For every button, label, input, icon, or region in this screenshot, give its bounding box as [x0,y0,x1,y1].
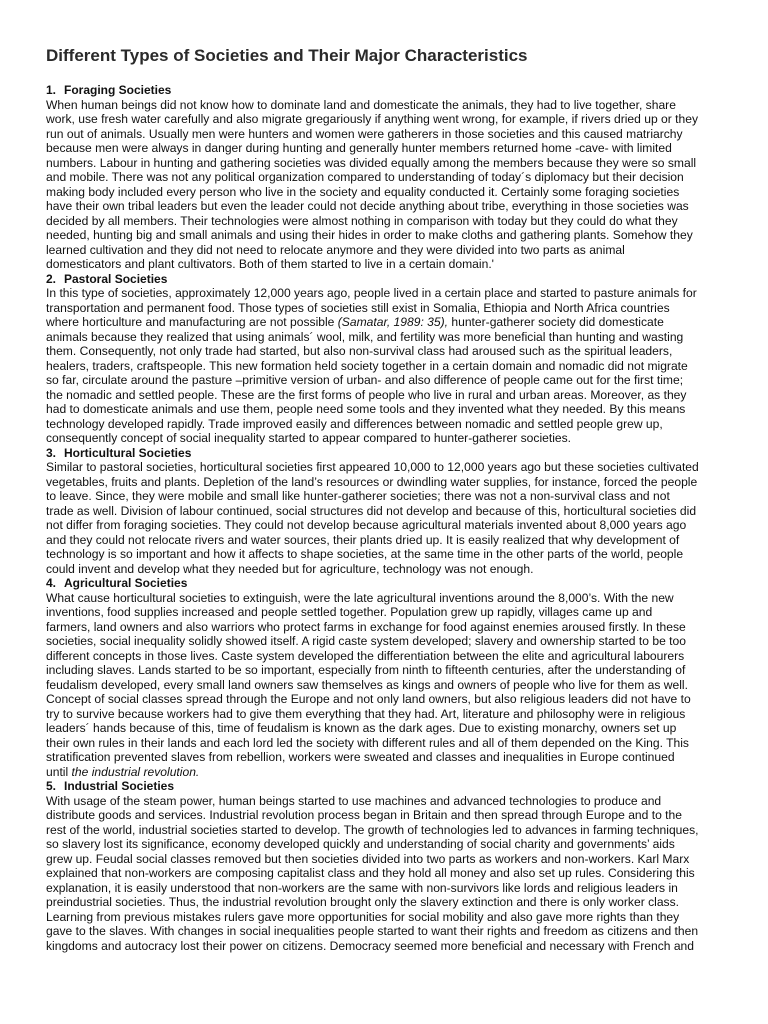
text-line [46,243,722,258]
text-run: to leave. Since, they were mobile and small like hunter-gatherer societies; there was not a non-survival class and not [46,489,670,504]
text-run: Concept of social classes spread through the Europe and not only land owners, but also religious leaders did not have to [46,692,691,707]
text-run: technology is so important and how it affects to shape societies, at the same time in the other parts of the world, people [46,547,684,562]
text-run: have their own tribal leaders but even the leader could not decide anything about tribe, everything in those societies was [46,199,689,214]
text-line [46,127,722,142]
text-line [46,257,722,272]
text-run: gave to the slaves. With changes in social inequalities people started to want their rights and freedom as citizens and then [46,924,699,939]
text-line [46,518,722,533]
section-paragraph [46,460,722,576]
text-line [46,663,722,678]
text-run: grew up. Feudal social classes removed but then societies divided into two parts as workers and non-workers. Karl Marx [46,851,690,866]
text-line [46,924,722,939]
text-run: and they could not relocate rivers and water sources, their plants dried up. It is easily realized that why development of [46,532,680,547]
text-line [46,634,722,649]
text-run: healers, traders, craftspeople. This new formation held society together in a certain domain and nomadic did not migrate [46,358,688,373]
text-run: transportation and permanent food. Those types of societies still exist in Somalia, Ethiopia and North Africa countries [46,300,670,315]
text-run: farmers, land owners and also warriors who protect farms in exchange for food against enemies aroused firstly. In these [46,619,686,634]
text-run: trade as well. Division of labour continued, social structures did not develop and because of this, horticultural societies did [46,503,697,518]
text-line [46,170,722,185]
text-line [46,112,722,127]
text-line [46,228,722,243]
section-paragraph [46,286,722,446]
section-title: Pastoral Societies [64,271,168,286]
text-line [46,141,722,156]
text-run: had to domesticate animals and use them, people need some tools and they invented what they needed. By this means [46,402,686,417]
text-line [46,214,722,229]
text-run: so slavery lost its significance, economy developed quickly and understanding of social charity and governments’ aids [46,837,675,852]
text-line [46,794,722,809]
text-line [46,417,722,432]
text-line [46,895,722,910]
document-title: Different Types of Societies and Their Major Characteristics [46,46,528,65]
text-run: where horticulture and manufacturing are not possible [46,315,338,330]
text-line [46,562,722,577]
text-line [46,692,722,707]
text-run: so far, circulate around the pasture –primitive version of urban- and also difference of people came out for the first time; [46,373,684,388]
text-line [46,489,722,504]
text-line [46,199,722,214]
text-line [46,939,722,954]
text-line [46,649,722,664]
text-line [46,808,722,823]
text-run: distribute goods and services. Industrial revolution process began in Britain and then spread through Europe and to the [46,808,682,823]
text-line [46,402,722,417]
text-line [46,837,722,852]
text-line [46,156,722,171]
text-run: numbers. Labour in hunting and gathering societies was divided equally among the members because they were so small [46,155,697,170]
text-run: different concepts in those lives. Caste system developed the differentiation between the elite and agricultural labourers [46,648,685,663]
text-line [46,605,722,620]
section-paragraph [46,98,722,272]
text-line [46,910,722,925]
section-heading [46,779,722,794]
text-line [46,315,722,330]
text-line [46,504,722,519]
text-run: leaders´ hands because of this, time of feudalism is known as the dark ages. Due to existing monarchy, owners set up [46,721,677,736]
citation: (Samatar, 1989: 35), [337,315,449,330]
italic-phrase: the industrial revolution. [71,764,200,779]
text-run: inventions, food supplies increased and people settled together. Population grew up rapidly, villages came up and [46,605,653,620]
text-run: explanation, it is easily understood that non-workers are the same with non-survivors like lords and religious leaders in [46,880,678,895]
text-run: and mobile. There was not any political organization compared to understanding of today´s diplomacy but their decision [46,170,684,185]
text-run: technology developed rapidly. Trade improved easily and differences between nomadic and settled people grew up, [46,416,663,431]
text-line [46,750,722,765]
section-heading [46,446,722,461]
text-run: making body included every person who live in the society and equality conducted it. Certainly some foraging societies [46,184,680,199]
text-run: feudalism developed, every small land owners saw themselves as kings and owners of people who live for them as well. [46,677,688,692]
text-line [46,185,722,200]
section-title: Foraging Societies [64,83,172,97]
text-run: learned cultivation and they did not need to relocate anymore and they were divided into two parts as animal [46,242,625,257]
text-run: decided by all members. Their technologies were almost nothing in comparison with today but they could do what they [46,213,678,228]
text-line [46,591,722,606]
text-run: run out of animals. Usually men were hunters and women were gatherers in those societies and this caused matriarchy [46,126,683,141]
text-run: hunter-gatherer society did domesticate [448,315,664,330]
text-line [46,431,722,446]
text-line [46,98,722,113]
text-line [46,678,722,693]
text-line [46,881,722,896]
text-line [46,736,722,751]
text-run: not differ from foraging societies. They could not develop because agricultural materials invented about 8,000 years ago [46,518,687,533]
text-line [46,533,722,548]
text-line [46,721,722,736]
text-line [46,460,722,475]
section-number: 1. [46,83,57,97]
text-run: Similar to pastoral societies, horticultural societies first appeared 10,000 to 12,000 years ago but these societies cultivated [46,460,699,475]
text-run: When human beings did not know how to dominate land and domesticate the animals, they had to live together, share [46,97,676,112]
section-paragraph [46,591,722,780]
text-line [46,620,722,635]
text-line [46,373,722,388]
text-run: With usage of the steam power, human beings started to use machines and advanced technologies to produce and [46,793,662,808]
text-run: them. Consequently, not only trade had started, but also non-survival class had aroused such as the spiritual leaders, [46,344,673,359]
text-run: consequently concept of social inequality started to appear compared to hunter-gatherer societies. [46,431,572,446]
text-line [46,852,722,867]
text-run: because men were always in danger during hunting and generally hunter members returned home -cave- with limited [46,141,672,156]
text-line [46,823,722,838]
text-run: their own rules in their lands and each lord led the society with different rules and all of them depended on the King. This [46,735,689,750]
section-number: 2. [46,271,57,286]
text-run: explained that non-workers are composing capitalist class and they hold all money and also set up rules. Considering this [46,866,695,881]
text-line [46,344,722,359]
text-run: try to survive because workers had to give them everything that they had. Art, literature and philosophy were in religious [46,706,686,721]
section-paragraph [46,794,722,954]
text-line [46,330,722,345]
text-run: animals because they realized that using animals´ wool, milk, and fertility was more beneficial than hunting and wasting [46,329,684,344]
text-run: rest of the world, industrial societies started to develop. The growth of technologies led to advances in farming techniques, [46,822,699,837]
text-line [46,359,722,374]
text-run: kingdoms and autocracy lost their power on citizens. Democracy seemed more beneficial and necessary with French and [46,938,695,953]
text-line [46,765,722,780]
section-title: Industrial Societies [64,779,175,794]
text-line [46,388,722,403]
text-line [46,286,722,301]
text-run: societies, social inequality solidly showed itself. A rigid caste system developed; slavery and ownership started to be too [46,634,686,649]
text-run: vegetables, fruits and plants. Depletion of the land’s resources or dwindling water supplies, for instance, forced the people [46,474,698,489]
section-title: Horticultural Societies [64,445,192,460]
text-line [46,866,722,881]
text-run: could invent and develop what they needed but for agriculture, technology was not enough. [46,561,534,576]
text-run: In this type of societies, approximately 12,000 years ago, people lived in a certain place and started to pasture animals for [46,286,697,301]
text-line [46,301,722,316]
section-heading [46,83,722,98]
section-heading [46,576,722,591]
text-run: domesticators and plant cultivators. Both of them started to live in a certain domain.' [46,257,494,272]
text-run: preindustrial societies. Thus, the industrial revolution brought only the slavery extinction and there is only worker class. [46,895,680,910]
text-run: including slaves. Lands started to be so important, especially from ninth to fifteenth centuries, after the understanding of [46,663,686,678]
text-line [46,475,722,490]
text-run: until [46,764,72,779]
section-number: 5. [46,779,57,794]
section-title: Agricultural Societies [64,576,188,591]
text-run: stratification prevented slaves from rebellion, workers were sweated and classes and inequalities in Europe continued [46,750,675,765]
text-run: What cause horticultural societies to extinguish, were the late agricultural inventions around the 8,000’s. With the new [46,590,674,605]
section-heading [46,272,722,287]
section-number: 4. [46,576,57,591]
text-run: needed, hunting big and small animals and using their hides in order to make cloths and gathering plants. Somehow they [46,228,693,243]
text-line [46,707,722,722]
document-body [46,83,722,953]
section-number: 3. [46,445,57,460]
text-line [46,547,722,562]
text-run: the nomadic and settled people. These are the first forms of people who live in rural and urban areas. Moreover, as they [46,387,687,402]
text-run: Learning from previous mistakes rulers gave more opportunities for social mobility and also gave more rights than they [46,909,680,924]
text-run: work, use fresh water carefully and also migrate gregariously if anything went wrong, for example, if rivers dried up or they [46,112,699,127]
